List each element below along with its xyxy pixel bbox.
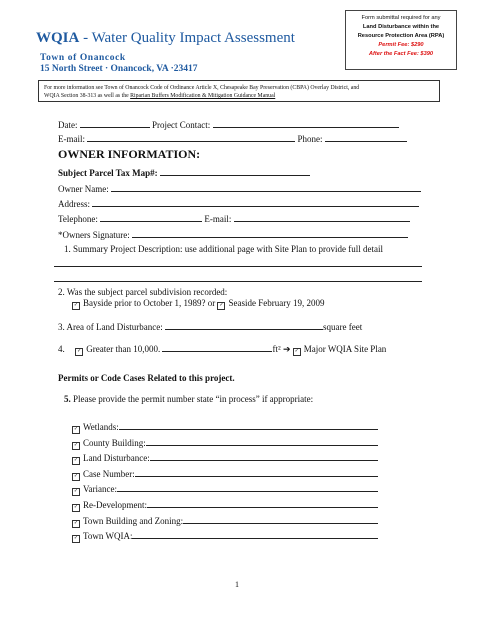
area-field[interactable] — [162, 342, 272, 352]
permit-row — [72, 529, 378, 543]
info-text-2 — [44, 92, 434, 100]
major-wqia-label: Major WQIA Site Plan — [303, 344, 387, 354]
permit-checkbox[interactable]: ✓ — [73, 458, 79, 464]
question-2: 2. Was the subject parcel subdivision recorded: — [58, 287, 228, 297]
parcel-field[interactable] — [160, 166, 310, 176]
form-title — [36, 30, 295, 47]
permit-label: Re-Development: — [83, 500, 147, 510]
question-5-number: 5. — [64, 394, 71, 404]
phone-label: Phone: — [297, 134, 323, 144]
question-3 — [58, 320, 362, 332]
question-4-number: 4. — [58, 344, 65, 354]
email2-label: E-mail: — [204, 214, 232, 224]
address-label: Address: — [58, 199, 90, 209]
form-title-text: - Water Quality Impact Assessment — [79, 30, 295, 46]
permit-fee: Permit Fee: $290 — [378, 42, 424, 48]
permit-label: Case Number: — [83, 468, 135, 479]
date-label: Date: — [58, 120, 78, 130]
town-name: Town of Onancock — [40, 53, 126, 63]
telephone-label: Telephone: — [58, 214, 98, 224]
fee-line-3: Resource Protection Area (RPA) — [357, 33, 445, 39]
town-address: 15 North Street · Onancock, VA ·23417 — [40, 64, 198, 74]
permit-number-field[interactable] — [117, 482, 378, 492]
email2-field[interactable] — [234, 212, 410, 222]
fee-line-2: Land Disturbance within the — [362, 24, 440, 30]
telephone-field[interactable] — [100, 212, 202, 222]
permit-label: Town Building and Zoning: — [83, 515, 184, 526]
address-field[interactable] — [92, 197, 419, 207]
permit-number-field[interactable] — [147, 498, 378, 508]
permit-checkbox[interactable]: ✓ — [73, 489, 79, 495]
permits-heading: Permits or Code Cases Related to this project. — [58, 373, 235, 383]
permit-label: Land Disturbance: — [83, 453, 150, 464]
question-2-options — [72, 298, 324, 310]
permit-checkbox[interactable]: ✓ — [73, 536, 79, 542]
info-text-2-label: WQIA Section 38-313 as well as the — [44, 93, 131, 99]
question-4 — [58, 342, 386, 356]
project-contact-label: Project Contact: — [152, 120, 211, 130]
question-5 — [64, 394, 313, 404]
date-row — [58, 118, 399, 130]
bayside-checkbox[interactable]: ✓ — [73, 303, 79, 308]
question-5-text: Please provide the permit number state “in process” if appropriate: — [73, 394, 314, 404]
fee-line-1: Form submittal required for any — [361, 15, 441, 21]
bayside-label: Bayside prior to October 1, 1989? or — [83, 298, 216, 308]
signature-label: *Owners Signature: — [58, 230, 130, 240]
fee-notice-box — [345, 10, 457, 70]
telephone-row — [58, 212, 410, 224]
owner-name-label: Owner Name: — [58, 184, 109, 194]
permit-checkbox[interactable]: ✓ — [73, 505, 79, 510]
form-code: WQIA — [36, 30, 80, 46]
square-feet-unit: square feet — [322, 322, 363, 332]
email-field[interactable] — [87, 132, 295, 142]
guidance-manual-link[interactable]: Riparian Buffers Modification & Mitigation Guidance Manual — [130, 93, 276, 99]
permit-row — [72, 436, 378, 450]
major-wqia-checkbox[interactable]: ✓ — [294, 349, 299, 354]
permit-number-field[interactable] — [132, 529, 378, 539]
date-field[interactable] — [80, 118, 150, 128]
owner-heading: OWNER INFORMATION: — [58, 147, 201, 161]
permit-row — [72, 467, 378, 481]
question-1: 1. Summary Project Description: use additional page with Site Plan to provide full detail — [64, 244, 383, 254]
ft2-unit: ft² — [272, 344, 281, 354]
arrow-icon: ➔ — [282, 344, 291, 354]
seaside-label: Seaside February 19, 2009 — [228, 298, 325, 308]
signature-field[interactable] — [132, 228, 408, 238]
permit-row — [72, 482, 378, 496]
owner-name-row — [58, 182, 421, 194]
permit-row — [72, 498, 378, 512]
description-line-2[interactable] — [54, 281, 422, 282]
permit-label: Variance: — [83, 484, 117, 495]
permit-row — [72, 514, 378, 528]
email-label: E-mail: — [58, 134, 85, 144]
permit-number-field[interactable] — [183, 514, 378, 524]
permit-checkbox[interactable]: ✓ — [73, 520, 79, 526]
email-row — [58, 132, 407, 144]
permit-checkbox[interactable]: ✓ — [73, 427, 79, 432]
parcel-row — [58, 166, 310, 178]
page-number: 1 — [235, 580, 239, 589]
land-disturbance-area-field[interactable] — [165, 320, 323, 330]
permit-label: Wetlands: — [83, 422, 119, 432]
parcel-label: Subject Parcel Tax Map#: — [58, 168, 158, 178]
description-line-1[interactable] — [54, 266, 422, 267]
info-text-1: For more information see Town of Onancock Code of Ordinance Article X, Chesapeake Bay Preservation (CBPA) Overlay District, and — [44, 85, 360, 91]
permit-checkbox[interactable]: ✓ — [73, 442, 79, 448]
permit-label: Town WQIA: — [83, 531, 133, 542]
seaside-checkbox[interactable]: ✓ — [219, 303, 224, 308]
info-notice-box — [38, 80, 440, 102]
address-row — [58, 197, 419, 209]
project-contact-field[interactable] — [213, 118, 399, 128]
greater-than-checkbox[interactable]: ✓ — [77, 349, 82, 354]
signature-row — [58, 228, 408, 240]
question-3-label: 3. Area of Land Disturbance: — [58, 322, 163, 332]
permit-number-field[interactable] — [146, 436, 378, 446]
permit-number-field[interactable] — [119, 420, 378, 430]
permit-label: County Building: — [83, 437, 146, 448]
after-fact-fee: After the Fact Fee: $390 — [368, 51, 434, 57]
greater-than-label: Greater than 10,000. — [86, 344, 161, 354]
owner-name-field[interactable] — [111, 182, 421, 192]
permit-number-field[interactable] — [135, 467, 378, 477]
permit-number-field[interactable] — [150, 451, 378, 461]
phone-field[interactable] — [325, 132, 407, 142]
permit-row — [72, 420, 378, 434]
permit-checkbox[interactable]: ✓ — [73, 473, 79, 479]
permit-row — [72, 451, 378, 465]
